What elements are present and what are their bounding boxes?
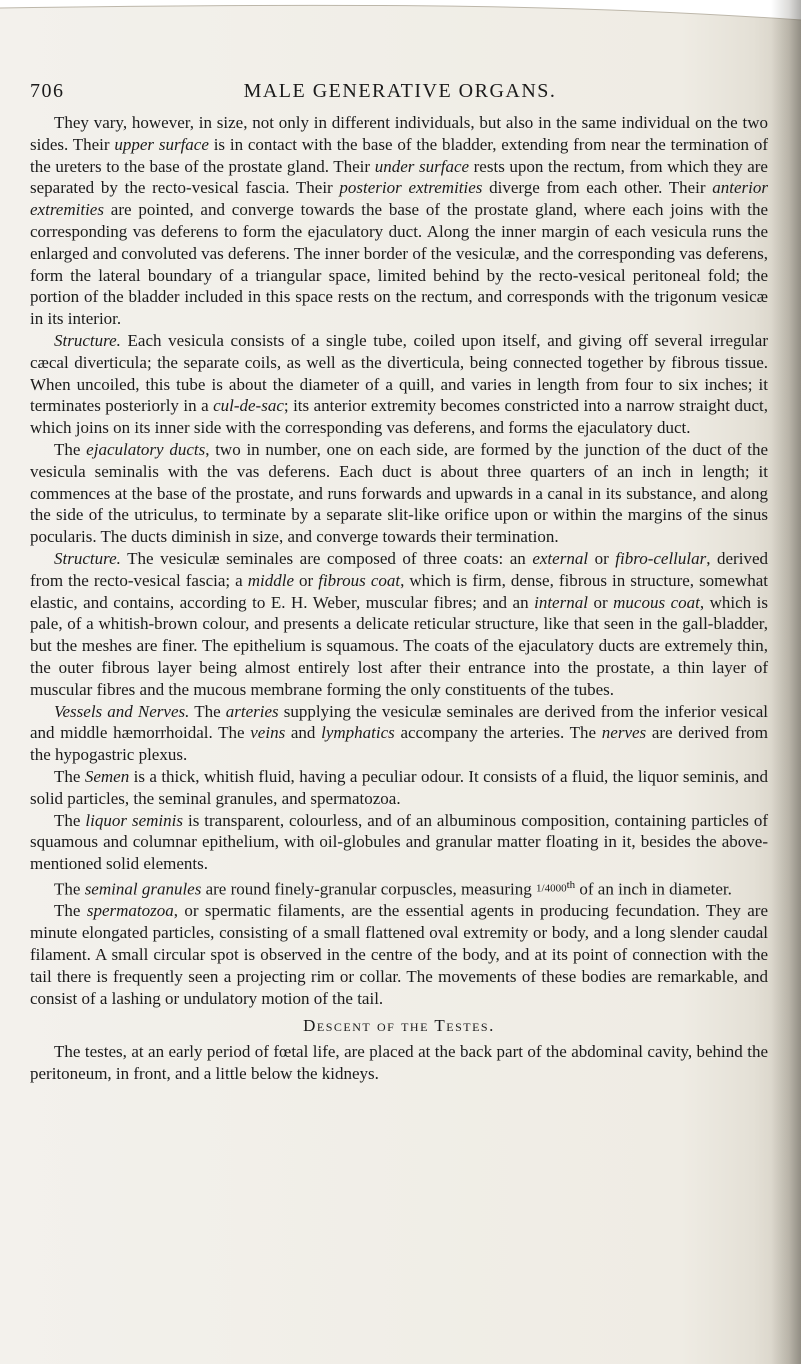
italic-term: posterior extremities	[339, 178, 483, 198]
italic-term: fibrous coat	[318, 570, 401, 590]
italic-term: lymphatics	[321, 723, 395, 743]
italic-term: veins	[250, 723, 286, 743]
text-run: th	[566, 878, 576, 891]
paragraph	[30, 439, 768, 548]
fraction: 1/4000	[536, 882, 567, 895]
running-title: MALE GENERATIVE ORGANS.	[243, 80, 557, 102]
page-body	[30, 112, 768, 1085]
text-run: Each vesicula consists of a single tube, coiled upon itself, and giving off several irregular cæcal diverticula; the separate coils, as well as the diverticula, being connected together by fibrous tissue. When uncoiled, this tube is about the diameter of a quill, and varies in length from four to six inches; it terminates posteriorly in a	[30, 330, 768, 416]
paragraph	[30, 875, 768, 900]
text-run: , which is pale, of a whitish-brown colour, and presents a delicate reticular structure, like that seen in the gall-bladder, but the meshes are finer. The epithelium is squamous. The coats of the ejaculatory ducts are extremely thin, the outer fibrous layer being almost entirely lost after their entrance into the prostate, a thin layer of muscular fibres and the mucous membrane forming the only constituents of the tubes.	[30, 592, 768, 699]
italic-term: internal	[534, 592, 588, 612]
text-run: The	[54, 879, 85, 899]
text-run: , two in number, one on each side, are formed by the junction of the duct of the vesicula seminalis with the vas deferens. Each duct is about three quarters of an inch in length; it commences at the base of the prostate, and runs forwards and upwards in a canal in its substance, and along the side of the utriculus, to terminate by a separate slit-like orifice upon or within the margins of the sinus pocularis. The ducts diminish in size, and converge towards their termination.	[30, 439, 768, 547]
text-run: , or spermatic filaments, are the essential agents in producing fecundation. They are minute elongated particles, consisting of a small flattened oval extremity or body, and a long slender caudal filament. A small circular spot is observed in the centre of the body, and at its point of connection with the tail there is frequently seen a projecting rim or collar. The movements of these bodies are remarkable, and consist of a lashing or undulatory motion of the tail.	[30, 901, 768, 1008]
text-run: The	[54, 439, 87, 459]
paragraph	[30, 112, 768, 330]
text-run: , which is firm, dense, fibrous in structure, somewhat elastic, and contains, according to E. H. Weber, muscular fibres; and an	[30, 570, 768, 612]
italic-term: ejaculatory ducts	[86, 439, 206, 459]
text-run: The testes, at an early period of fœtal life, are placed at the back part of the abdominal cavity, behind the peritoneum, in front, and a little below the kidneys.	[30, 1042, 768, 1083]
text-run: The	[54, 901, 87, 921]
italic-term: middle	[247, 570, 294, 590]
italic-term: liquor seminis	[85, 810, 183, 830]
italic-term: fibro-cellular	[615, 548, 707, 568]
italic-term: arteries	[225, 701, 279, 721]
page-number: 706	[30, 80, 65, 102]
italic-term: anterior extremities	[30, 178, 768, 220]
text-run: or	[294, 570, 319, 590]
text-run: of an inch in diameter.	[575, 879, 732, 899]
italic-term: nerves	[601, 723, 647, 743]
paragraph	[30, 1041, 768, 1085]
section-heading	[30, 1015, 768, 1037]
text-run: They vary, however, in size, not only in different individuals, but also in the same individual on the two sides. Their	[30, 113, 768, 154]
text-run: The	[54, 766, 85, 786]
text-run: The	[54, 810, 86, 830]
text-run: diverge from each other. Their	[482, 178, 713, 198]
binding-shadow	[771, 0, 801, 1364]
italic-term: Vessels and Nerves.	[54, 701, 190, 721]
text-run: ; its anterior extremity becomes constricted into a narrow straight duct, which joins on its inner side with the corresponding vas deferens, and forms the ejaculatory duct.	[30, 396, 768, 438]
text-run: The vesiculæ seminales are composed of three coats: an	[120, 548, 533, 568]
text-run: , derived from the recto-vesical fascia; a	[30, 548, 768, 590]
text-run: is in contact with the base of the bladder, extending from near the termination of the ureters to the base of the prostate gland. Their	[30, 134, 768, 176]
italic-term: Structure.	[54, 330, 121, 350]
paragraph	[30, 810, 768, 875]
italic-term: external	[532, 548, 589, 568]
paragraph	[30, 766, 768, 810]
text-run: is a thick, whitish fluid, having a peculiar odour. It consists of a fluid, the liquor seminis, and solid particles, the seminal granules, and spermatozoa.	[30, 766, 768, 808]
text-run: are round finely-granular corpuscles, measuring	[201, 879, 537, 899]
italic-term: upper surface	[114, 134, 209, 154]
paragraph	[30, 548, 768, 701]
text-run: are derived from the hypogastric plexus.	[30, 723, 768, 765]
page-top-edge	[0, 0, 801, 34]
paragraph	[30, 330, 768, 439]
italic-term: mucous coat	[613, 592, 700, 612]
text-run: The	[189, 701, 226, 721]
paragraph	[30, 701, 768, 766]
text-run: or	[588, 548, 616, 568]
text-run: rests upon the rectum, from which they are separated by the recto-vesical fascia. Their	[30, 156, 768, 198]
italic-term: cul-de-sac	[213, 396, 284, 416]
text-run: supplying the vesiculæ seminales are derived from the inferior vesical and middle hæmorrhoidal. The	[30, 701, 769, 743]
text-run: accompany the arteries. The	[394, 723, 602, 743]
italic-term: seminal granules	[84, 879, 202, 899]
italic-term: Structure.	[54, 548, 121, 568]
text-run: are pointed, and converge towards the base of the prostate gland, where each joins with the corresponding vas deferens to form the ejaculatory duct. Along the inner margin of each vesicula runs the enlarged and convoluted vas deferens. The inner border of the vesiculæ, and the corresponding vas deferens, form the lateral boundary of a triangular space, limited behind by the recto-vesical peritoneal fold; the portion of the bladder included in this space rests on the rectum, and corresponds with the trigonum vesicæ in its interior.	[30, 200, 768, 329]
italic-term: under surface	[374, 156, 470, 176]
italic-term: Semen	[84, 766, 130, 786]
text-run: Descent of the Testes.	[303, 1016, 495, 1036]
text-run: is transparent, colourless, and of an albuminous composition, containing particles of squamous and columnar epithelium, with oil-globules and granular matter floating in it, besides the above-mentioned solid elements.	[30, 810, 769, 874]
paragraph	[30, 900, 768, 1009]
text-run: or	[587, 592, 614, 612]
text-run: and	[285, 723, 322, 743]
italic-term: spermatozoa	[86, 901, 174, 921]
page-header	[30, 80, 770, 106]
